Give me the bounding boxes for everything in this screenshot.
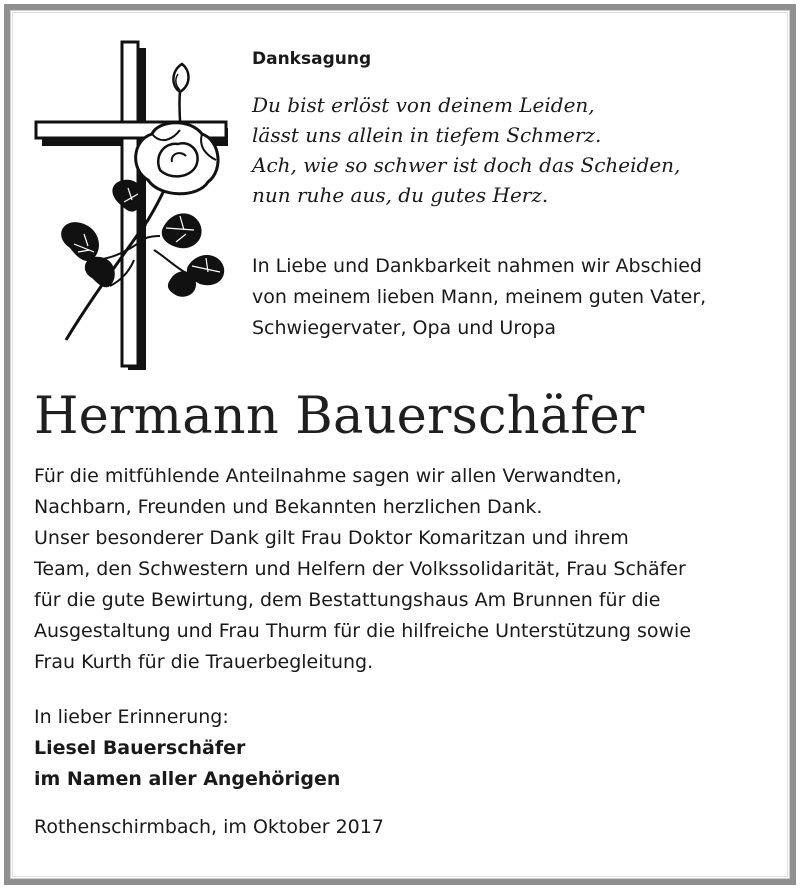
signoff-family: im Namen aller Angehörigen xyxy=(34,768,341,790)
notice-heading: Danksagung xyxy=(252,49,372,69)
thanks-line: Frau Kurth für die Trauerbegleitung. xyxy=(34,651,374,673)
memorial-poem xyxy=(252,90,680,210)
thanks-line: Team, den Schwestern und Helfern der Volkssolidarität, Frau Schäfer xyxy=(34,558,686,580)
place-and-date: Rothenschirmbach, im Oktober 2017 xyxy=(34,816,384,838)
intro-line: von meinem lieben Mann, meinem guten Vater, xyxy=(252,286,707,308)
thanks-line: Unser besonderer Dank gilt Frau Doktor Komaritzan und ihrem xyxy=(34,527,629,549)
poem-line: Ach, wie so schwer ist doch das Scheiden, xyxy=(252,153,681,177)
signoff-intro: In lieber Erinnerung: xyxy=(34,706,229,728)
thanks-line: Nachbarn, Freunden und Bekannten herzlichen Dank. xyxy=(34,496,543,518)
thanks-line: Für die mitfühlende Anteilnahme sagen wir allen Verwandten, xyxy=(34,465,622,487)
poem-line: lässt uns allein in tiefem Schmerz. xyxy=(252,123,602,147)
thanks-line: Ausgestaltung und Frau Thurm für die hilfreiche Unterstützung sowie xyxy=(34,620,692,642)
cross-with-rose-icon xyxy=(30,30,240,380)
poem-line: Du bist erlöst von deinem Leiden, xyxy=(252,93,595,117)
poem-line: nun ruhe aus, du gutes Herz. xyxy=(252,183,549,207)
intro-line: In Liebe und Dankbarkeit nahmen wir Abschied xyxy=(252,255,702,277)
thanks-line: für die gute Bewirtung, dem Bestattungshaus Am Brunnen für die xyxy=(34,589,661,611)
deceased-name: Hermann Bauerschäfer xyxy=(34,387,645,446)
signoff-name: Liesel Bauerschäfer xyxy=(34,737,246,759)
intro-line: Schwiegervater, Opa und Uropa xyxy=(252,317,557,339)
farewell-intro xyxy=(252,251,706,344)
thanks-paragraph xyxy=(34,461,691,678)
signoff xyxy=(34,702,340,795)
